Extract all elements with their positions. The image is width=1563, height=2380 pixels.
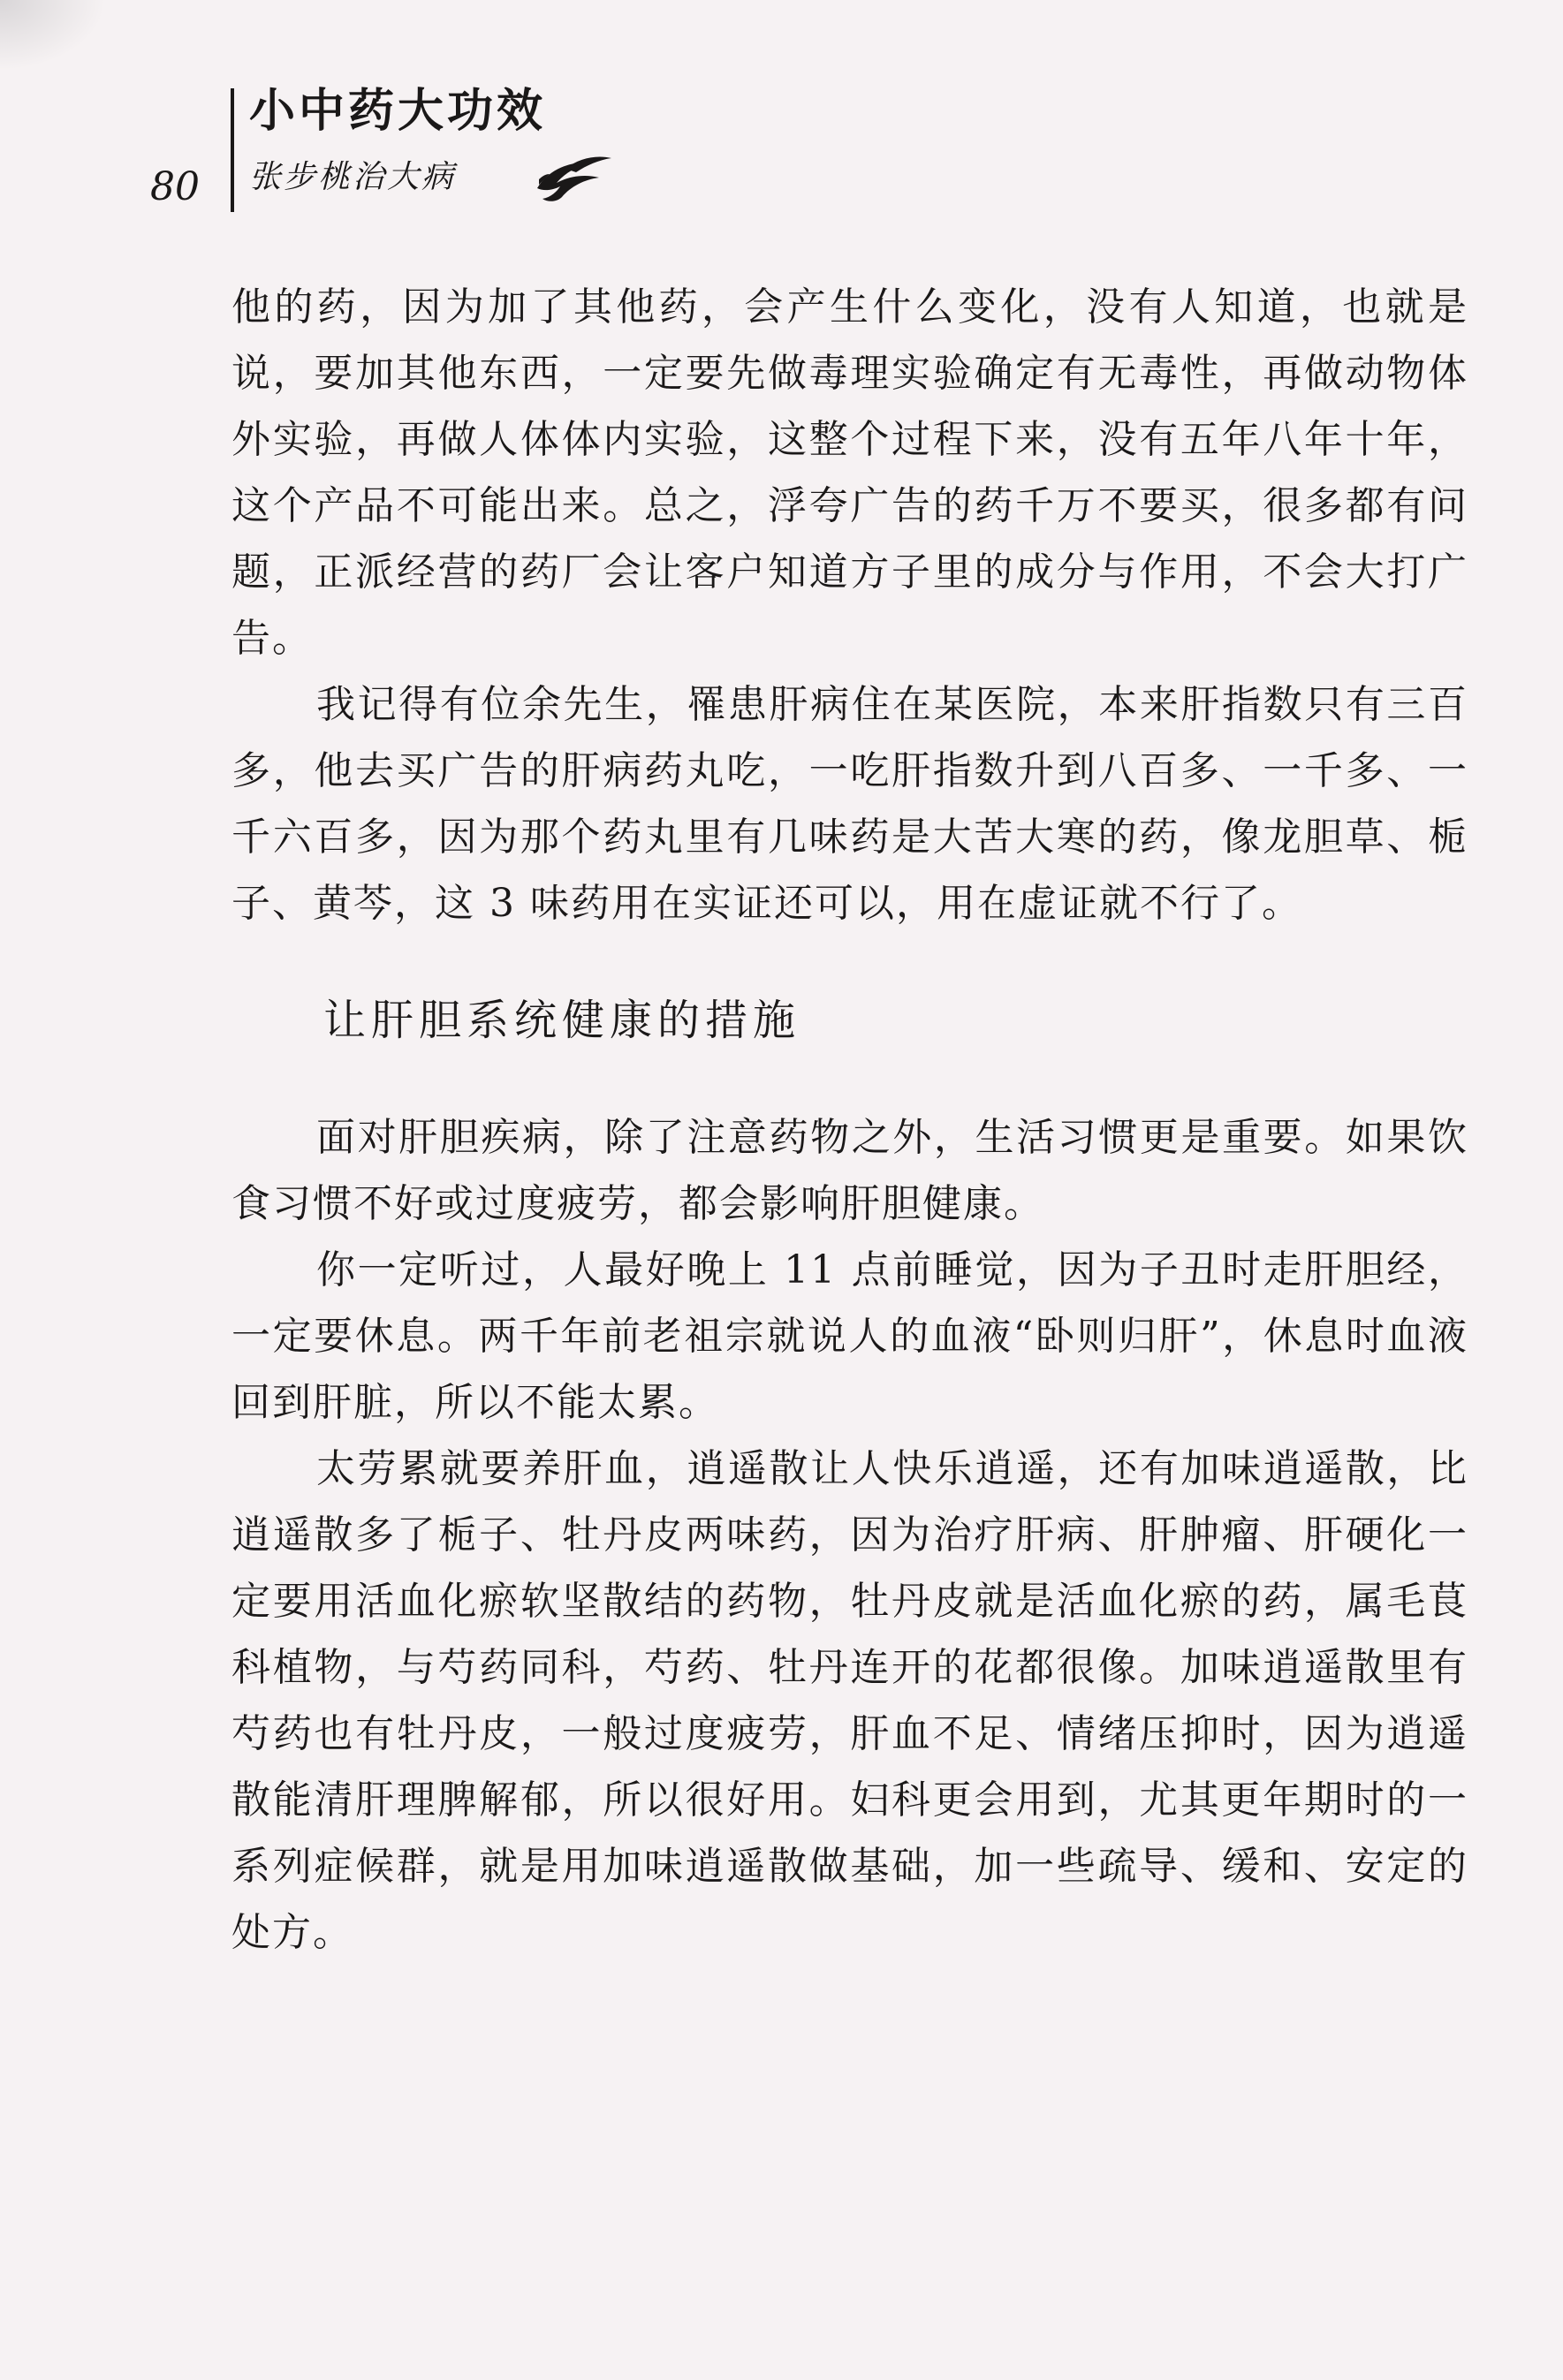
book-title: 小中药大功效 bbox=[249, 85, 547, 138]
section-heading: 让肝胆系统健康的措施 bbox=[323, 996, 801, 1045]
body-paragraph: 面对肝胆疾病，除了注意药物之外，生活习惯更是重要。如果饮食习惯不好或过度疲劳，都会影响肝胆健康。 bbox=[231, 1115, 1468, 1227]
running-header bbox=[150, 84, 680, 216]
body-paragraph: 你一定听过，人最好晚上 11 点前睡觉，因为子丑时走肝胆经，一定要休息。两千年前老祖宗就说人的血液“卧则归肝”，休息时血液回到肝脏，所以不能太累。 bbox=[231, 1247, 1468, 1426]
body-paragraph: 我记得有位余先生，罹患肝病住在某医院，本来肝指数只有三百多，他去买广告的肝病药丸吃，一吃肝指数升到八百多、一千多、一千六百多，因为那个药丸里有几味药是大苦大寒的药，像龙胆草、栀子、黄芩，这 3 味药用在实证还可以，用在虚证就不行了。 bbox=[231, 682, 1468, 926]
brush-stroke-logo bbox=[530, 153, 614, 206]
header-divider bbox=[231, 88, 234, 212]
body-paragraph: 他的药，因为加了其他药，会产生什么变化，没有人知道，也就是说，要加其他东西，一定要先做毒理实验确定有无毒性，再做动物体外实验，再做人体体内实验，这整个过程下来，没有五年八年十年，这个产品不可能出来。总之，浮夸广告的药千万不要买，很多都有问题，正派经营的药厂会让客户知道方子里的成分与作用，不会大打广告。 bbox=[231, 284, 1468, 661]
page-body bbox=[231, 274, 1468, 1966]
paragraphs-after-heading bbox=[231, 1104, 1468, 1966]
paragraphs-before-heading bbox=[231, 274, 1468, 936]
body-paragraph: 太劳累就要养肝血，逍遥散让人快乐逍遥，还有加味逍遥散，比逍遥散多了栀子、牡丹皮两味药，因为治疗肝病、肝肿瘤、肝硬化一定要用活血化瘀软坚散结的药物，牡丹皮就是活血化瘀的药，属毛茛科植物，与芍药同科，芍药、牡丹连开的花都很像。加味逍遥散里有芍药也有牡丹皮，一般过度疲劳，肝血不足、情绪压抑时，因为逍遥散能清肝理脾解郁，所以很好用。妇科更会用到，尤其更年期时的一系列症候群，就是用加味逍遥散做基础，加一些疏导、缓和、安定的处方。 bbox=[231, 1446, 1468, 1956]
book-subtitle: 张步桃治大病 bbox=[249, 159, 457, 195]
scan-edge-shadow bbox=[0, 0, 106, 71]
page-number: 80 bbox=[150, 164, 200, 209]
